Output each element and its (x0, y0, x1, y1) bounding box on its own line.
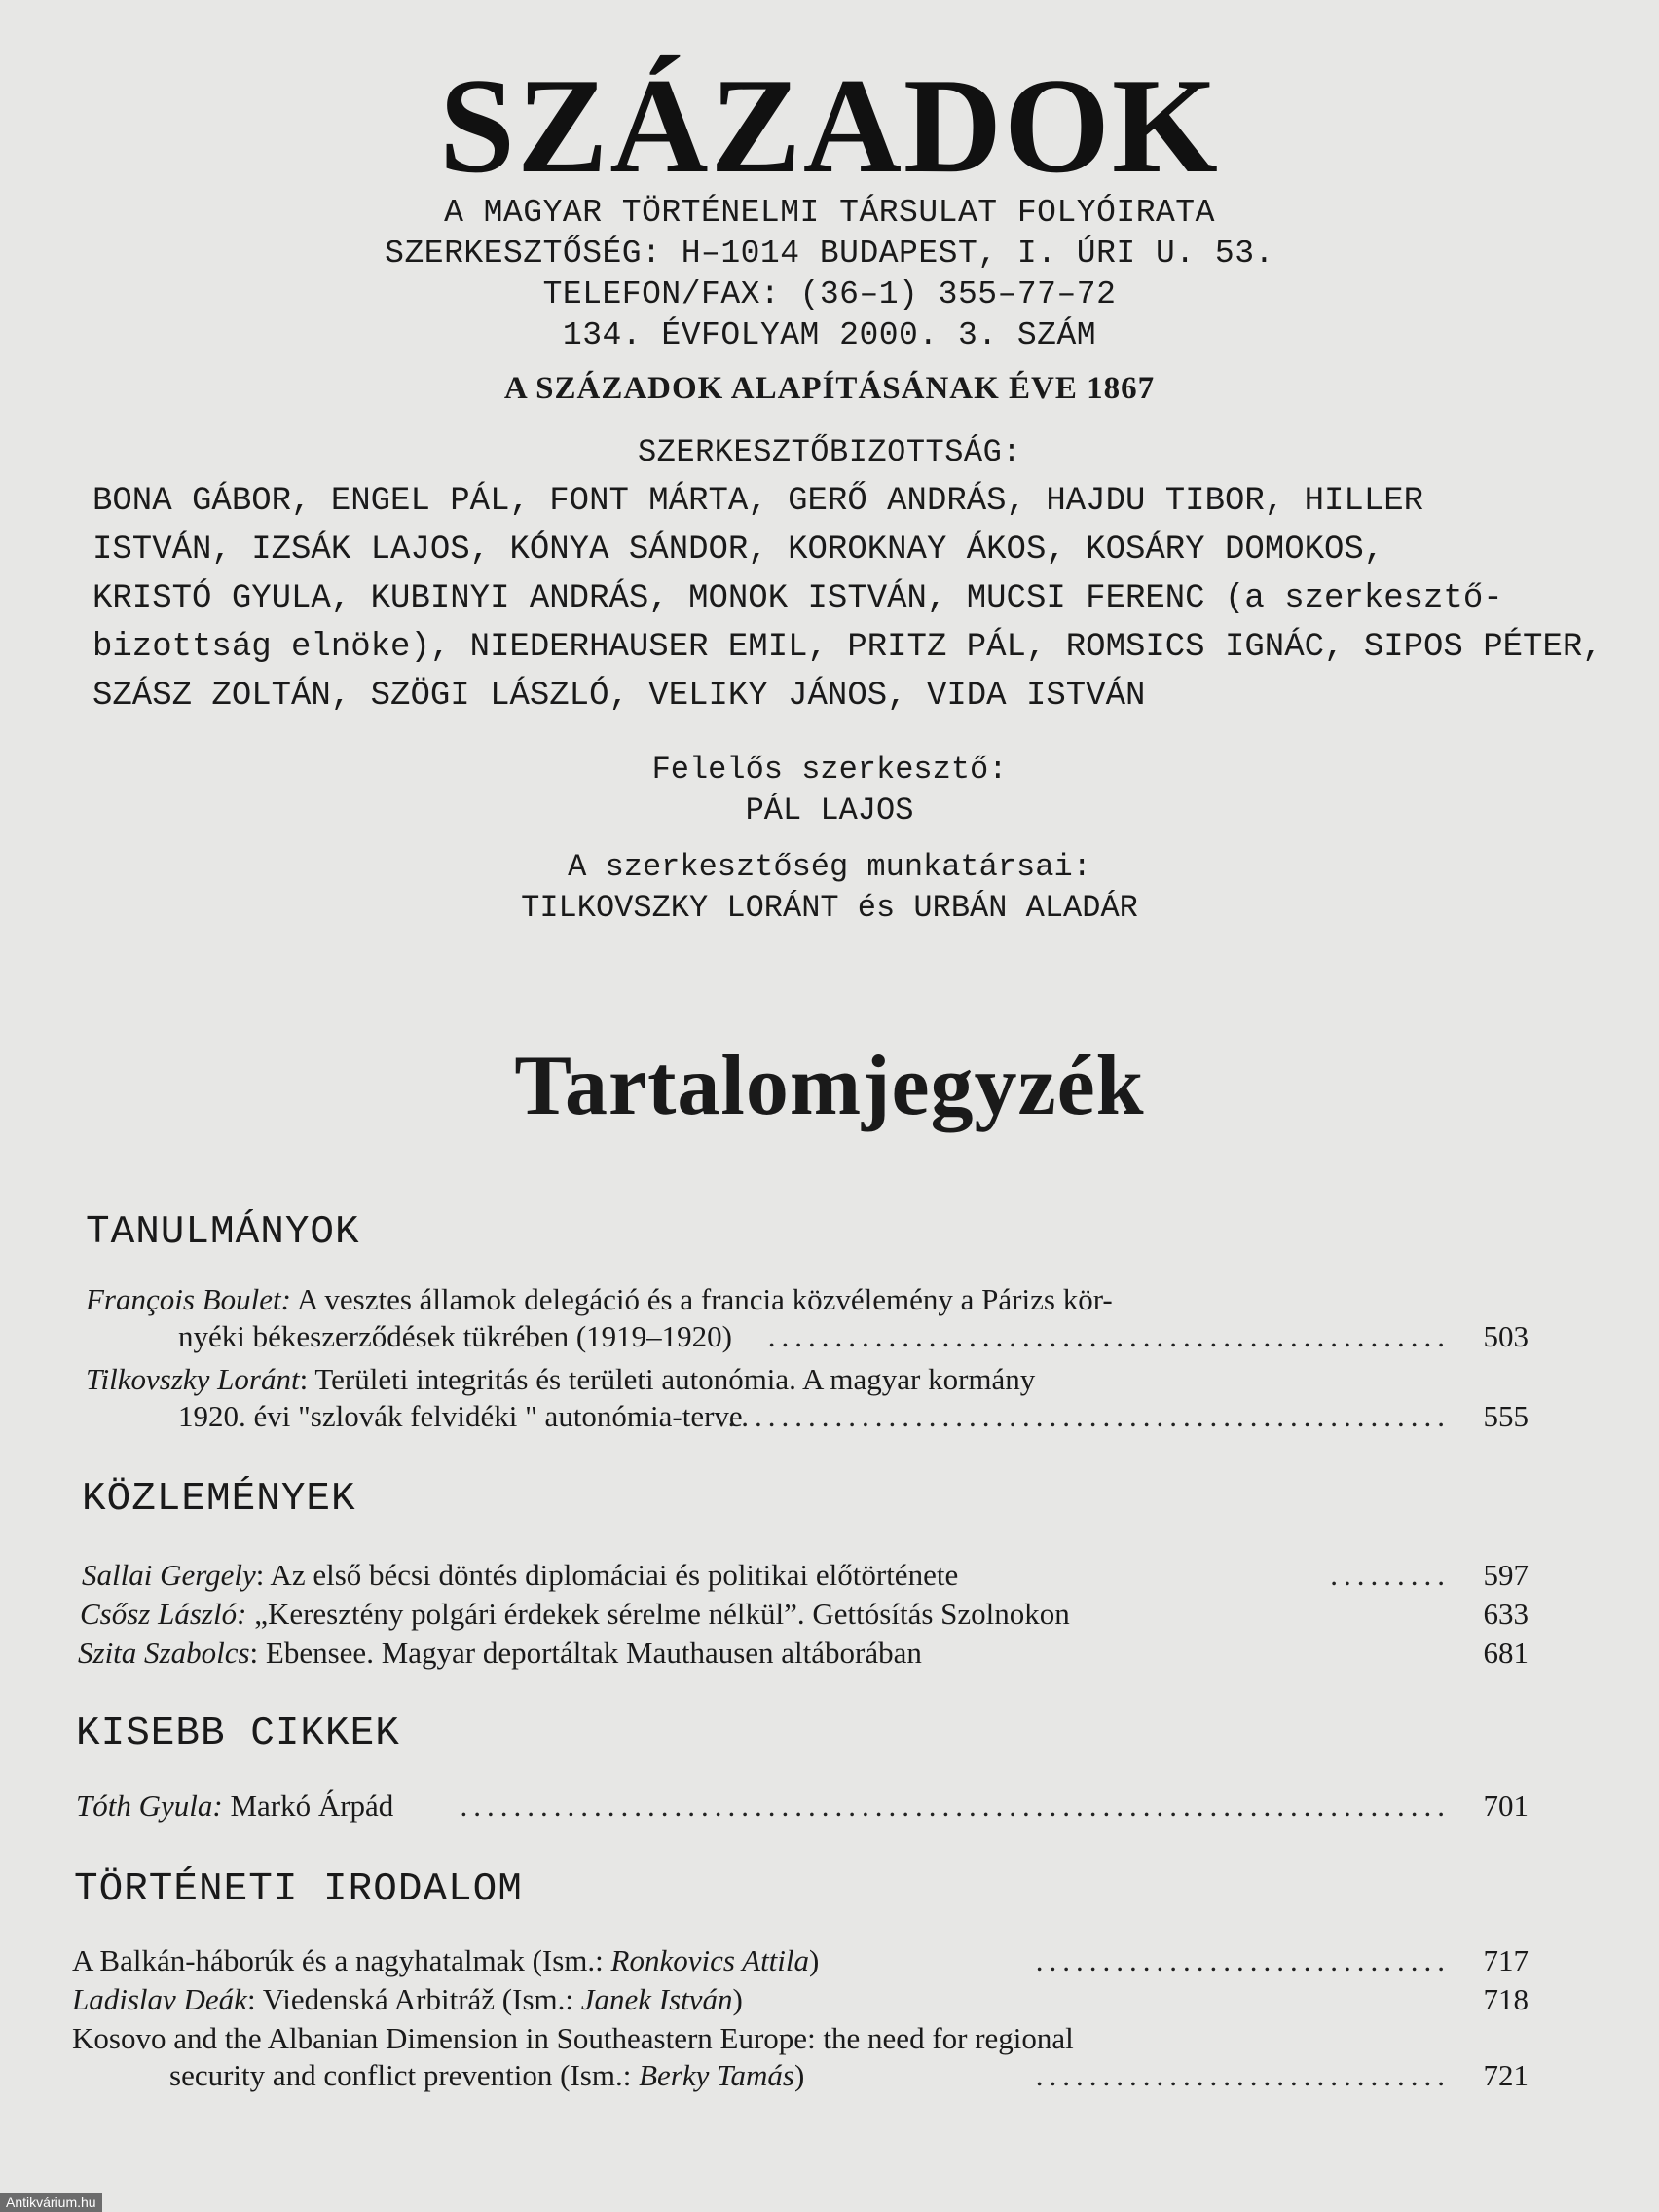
dot-leader: .......................................................................... (460, 1788, 1451, 1823)
board-line: bizottság elnöke), NIEDERHAUSER EMIL, PRITZ PÁL, ROMSICS IGNÁC, SIPOS PÉTER, (92, 629, 1603, 666)
responsible-editor-name: PÁL LAJOS (745, 793, 914, 829)
responsible-editor-label: Felelős szerkesztő: (651, 752, 1008, 788)
toc-entry (82, 1557, 1529, 1594)
entry-title: : Viedenská Arbitráž (Ism.: (246, 1982, 581, 2016)
section-heading: KISEBB CIKKEK (76, 1712, 400, 1756)
board-line: SZÁSZ ZOLTÁN, SZÖGI LÁSZLÓ, VELIKY JÁNOS, VIDA ISTVÁN (92, 678, 1146, 715)
board-line: KRISTÓ GYULA, KUBINYI ANDRÁS, MONOK ISTVÁN, MUCSI FERENC (a szerkesztő- (92, 580, 1503, 617)
editorial-board-list (92, 477, 1603, 720)
toc-entry (86, 1281, 1529, 1355)
dot-leader: ......... (1330, 1558, 1451, 1592)
toc-entry (76, 1788, 1529, 1825)
journal-title: SZÁZADOK (439, 51, 1220, 202)
phone-line: TELEFON/FAX: (36–1) 355–77–72 (542, 276, 1117, 313)
entry-title-cont: 1920. évi "szlovák felvidéki " autonómia-terve (178, 1399, 743, 1433)
toc-entry: Kosovo and the Albanian Dimension in Southeastern Europe: the need for regional security and conflict prevention (Ism.: Berky Tamás) ............................... 721 (72, 2021, 1529, 2092)
entry-title: A Balkán-háborúk és a nagyhatalmak (Ism.: (72, 1943, 611, 1977)
section-heading: KÖZLEMÉNYEK (82, 1477, 356, 1522)
entry-author: Ladislav Deák (72, 1982, 247, 2016)
board-line: ISTVÁN, IZSÁK LAJOS, KÓNYA SÁNDOR, KOROKNAY ÁKOS, KOSÁRY DOMOKOS, (92, 532, 1384, 569)
page-number: 597 (1483, 1558, 1529, 1592)
editorial-staff-names: TILKOVSZKY LORÁNT és URBÁN ALADÁR (521, 890, 1138, 926)
section-heading: TANULMÁNYOK (86, 1210, 360, 1255)
volume-line: 134. ÉVFOLYAM 2000. 3. SZÁM (562, 317, 1097, 353)
entry-author: Csősz László: (80, 1597, 247, 1631)
publisher-line: A MAGYAR TÖRTÉNELMI TÁRSULAT FOLYÓIRATA (444, 195, 1215, 231)
entry-title: „Keresztény polgári érdekek sérelme nélkül”. Gettósítás Szolnokon (246, 1597, 1070, 1631)
entry-reviewer: Janek István (580, 1982, 733, 2016)
watermark-label: Antikvárium.hu (0, 2193, 102, 2212)
entry-title: : Ebensee. Magyar deportáltak Mauthausen altáborában (249, 1636, 922, 1670)
entry-author: Tilkovszky Loránt (86, 1362, 300, 1396)
editorial-staff (0, 847, 1659, 929)
address-line: SZERKESZTŐSÉG: H–1014 BUDAPEST, I. ÚRI U. 53. (385, 236, 1274, 272)
section-heading: TÖRTÉNETI IRODALOM (74, 1867, 523, 1912)
dot-leader: ................................................... (767, 1319, 1451, 1353)
toc-entry: Ladislav Deák: Viedenská Arbitráž (Ism.: Janek István) 718 (72, 1982, 1529, 2016)
dot-leader: ............................... (1035, 2058, 1451, 2092)
entry-title-cont: nyéki békeszerződések tükrében (1919–1920) (178, 1319, 732, 1353)
entry-title: A vesztes államok delegáció és a francia közvélemény a Párizs kör- (290, 1282, 1113, 1316)
entry-author: Tóth Gyula: (76, 1788, 223, 1823)
responsible-editor (0, 750, 1659, 831)
page-number: 718 (1483, 1982, 1529, 2016)
page-number: 681 (1483, 1636, 1529, 1670)
dot-leader: ............................... (1035, 1943, 1451, 1977)
entry-author: Szita Szabolcs (78, 1636, 250, 1670)
dot-leader: ...................................................... (727, 1399, 1451, 1433)
toc-entry (86, 1361, 1529, 1435)
entry-author: François Boulet: (86, 1282, 291, 1316)
page-number: 701 (1483, 1788, 1529, 1823)
entry-title-cont: security and conflict prevention (Ism.: (169, 2058, 640, 2092)
entry-reviewer: Berky Tamás (639, 2058, 794, 2092)
publication-info (0, 193, 1659, 356)
page-number: 503 (1483, 1319, 1529, 1353)
editorial-board-label: SZERKESZTŐBIZOTTSÁG: (637, 434, 1022, 470)
founding-line: A SZÁZADOK ALAPÍTÁSÁNAK ÉVE 1867 (503, 371, 1156, 406)
entry-title: Kosovo and the Albanian Dimension in Southeastern Europe: the need for regional (72, 2021, 1074, 2055)
entry-reviewer: Ronkovics Attila (610, 1943, 810, 1977)
entry-title: Markó Árpád (222, 1788, 394, 1823)
entry-title: : Az első bécsi döntés diplomáciai és politikai előtörténete (255, 1558, 959, 1592)
toc-entry: A Balkán-háborúk és a nagyhatalmak (Ism.: Ronkovics Attila) ............................... 717 (72, 1943, 1529, 1977)
page-number: 721 (1483, 2058, 1529, 2092)
editorial-staff-label: A szerkesztőség munkatársai: (568, 849, 1091, 885)
entry-author: Sallai Gergely (82, 1558, 256, 1592)
page-number: 633 (1483, 1597, 1529, 1631)
toc-entry (78, 1635, 1529, 1672)
toc-entry (80, 1596, 1529, 1633)
page-number: 717 (1483, 1943, 1529, 1977)
page-number: 555 (1483, 1399, 1529, 1433)
toc-title: Tartalomjegyzék (514, 1039, 1145, 1133)
entry-title: : Területi integritás és területi autonómia. A magyar kormány (299, 1362, 1036, 1396)
board-line: BONA GÁBOR, ENGEL PÁL, FONT MÁRTA, GERŐ ANDRÁS, HAJDU TIBOR, HILLER (92, 483, 1424, 520)
